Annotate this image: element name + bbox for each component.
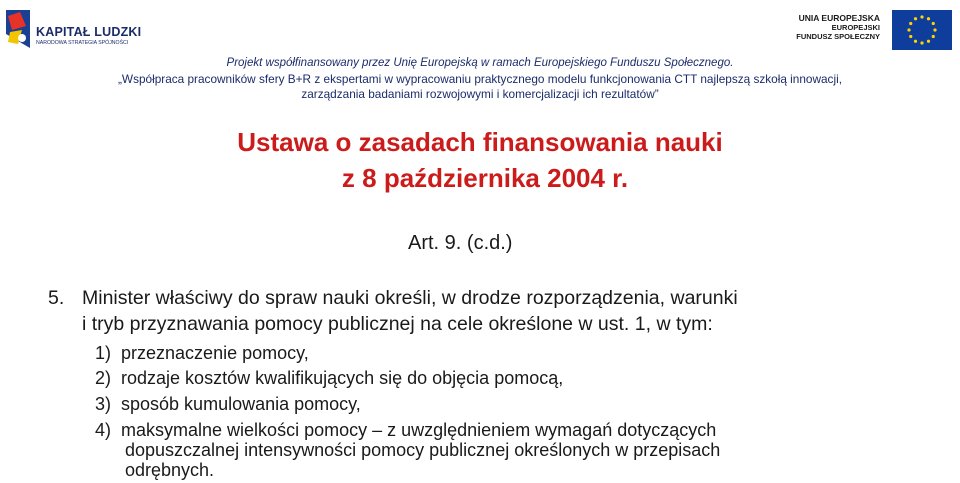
article-heading: Art. 9. (c.d.) xyxy=(408,232,513,254)
eu-star-icon xyxy=(907,28,910,31)
list-item-number: 1) xyxy=(95,343,112,363)
eu-star-icon xyxy=(920,15,923,18)
eu-star-icon xyxy=(932,35,935,38)
project-line-2: „Współpraca pracowników sfery B+R z ekspertami w wypracowaniu praktycznego modelu funkcjonowania CTT najlepszą szkołą innowacji, xyxy=(118,72,842,86)
paragraph-line-2: i tryb przyznawania pomocy publicznej na cele określone w ust. 1, w tym: xyxy=(82,313,713,335)
document-title-line-1: Ustawa o zasadach finansowania nauki xyxy=(237,127,723,157)
eu-star-icon xyxy=(914,17,917,20)
list-item-text: rodzaje kosztów kwalifikujących się do objęcia pomocą, xyxy=(121,368,564,388)
eu-line2: EUROPEJSKI xyxy=(831,23,880,32)
list-item-text: sposób kumulowania pomocy, xyxy=(121,394,361,414)
eu-star-icon xyxy=(932,22,935,25)
paragraph-number: 5. xyxy=(48,287,65,309)
list-item xyxy=(95,343,309,364)
eu-star-icon xyxy=(909,35,912,38)
project-line-3: zarządzania badaniami rozwojowymi i komercjalizacji ich rezultatów” xyxy=(301,87,659,101)
eu-line3: FUNDUSZ SPOŁECZNY xyxy=(796,32,880,41)
eu-logo-text xyxy=(796,14,880,41)
kapital-ludzki-logo xyxy=(4,8,144,60)
list-item-number: 3) xyxy=(95,394,112,414)
list-item xyxy=(95,394,361,415)
list-item-number: 2) xyxy=(95,368,112,388)
eu-star-icon xyxy=(927,17,930,20)
paragraph-line-1: Minister właściwy do spraw nauki określi, w drodze rozporządzenia, warunki xyxy=(82,287,738,309)
document-title-line-2: z 8 października 2004 r. xyxy=(341,163,629,193)
eu-logo xyxy=(796,10,952,52)
list-item-text: maksymalne wielkości pomocy – z uwzględnieniem wymagań dotyczących xyxy=(121,420,717,440)
eu-line1: UNIA EUROPEJSKA xyxy=(798,13,880,23)
eu-star-icon xyxy=(920,41,923,44)
list-item-continuation: dopuszczalnej intensywności pomocy publicznej określonych w przepisach xyxy=(125,440,721,460)
project-line-1: Projekt współfinansowany przez Unię Europejską w ramach Europejskiego Funduszu Społecznego. xyxy=(226,57,734,69)
list-item-continuation: odrębnych. xyxy=(125,460,215,480)
eu-star-icon xyxy=(927,40,930,43)
list-item xyxy=(95,420,716,441)
list-item-number: 4) xyxy=(95,420,112,440)
list-item xyxy=(95,368,563,389)
kapital-ludzki-subtitle: NARODOWA STRATEGIA SPÓJNOŚCI xyxy=(36,40,129,46)
eu-star-icon xyxy=(933,28,936,31)
kapital-ludzki-emblem-icon xyxy=(4,8,34,56)
eu-star-icon xyxy=(914,40,917,43)
kapital-ludzki-title: KAPITAŁ LUDZKI xyxy=(36,25,142,39)
eu-flag-icon xyxy=(892,10,952,50)
eu-star-icon xyxy=(909,22,912,25)
list-item-text: przeznaczenie pomocy, xyxy=(121,343,309,363)
